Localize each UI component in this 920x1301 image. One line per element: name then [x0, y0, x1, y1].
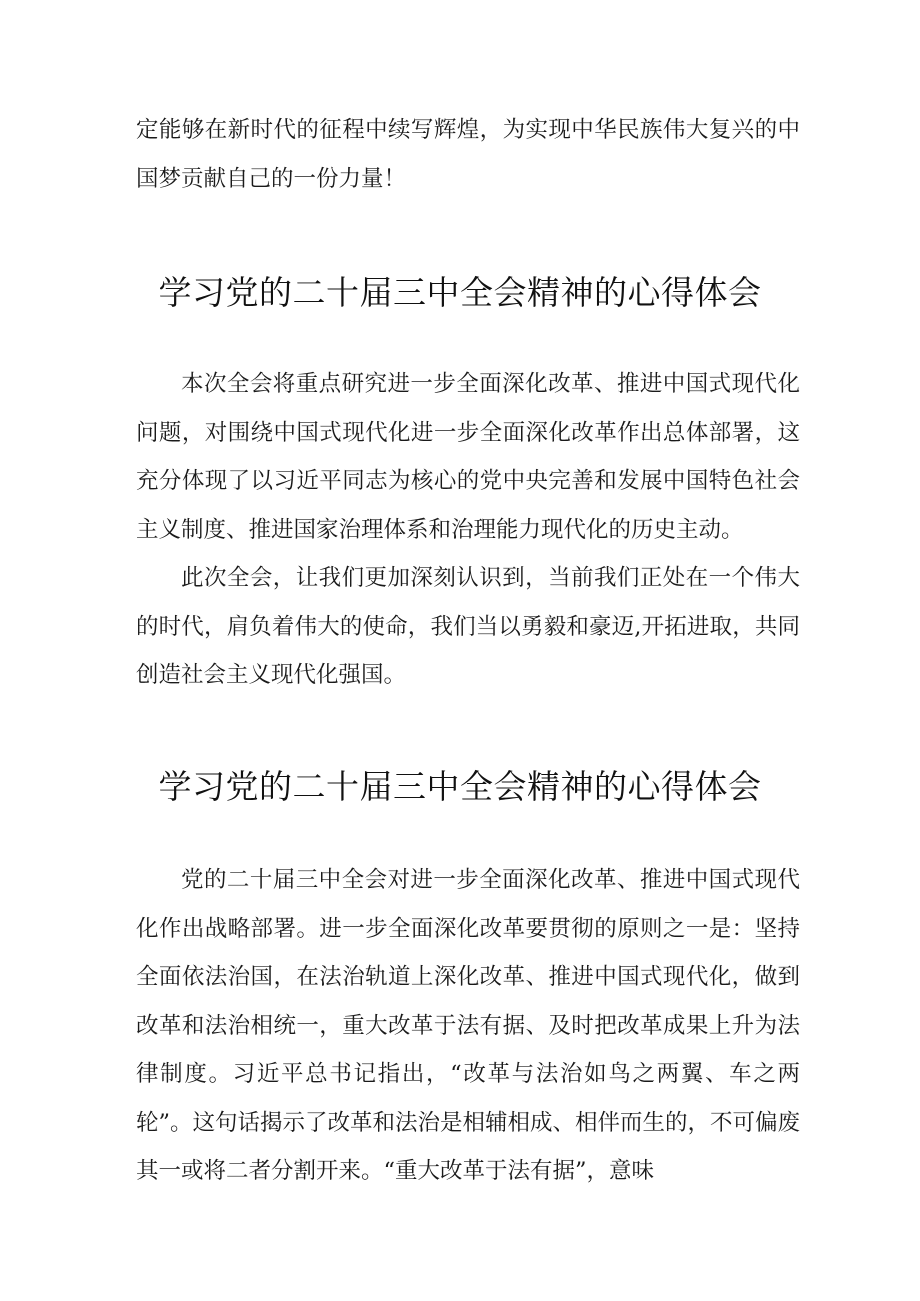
section-1-paragraph-1: 本次全会将重点研究进一步全面深化改革、推进中国式现代化问题，对围绕中国式现代化进一步全面深化改革作出总体部署，这充分体现了以习近平同志为核心的党中央完善和发展中国特色社会主义制度、推进国家治理体系和治理能力现代化的历史主动。 — [136, 371, 800, 543]
section-1-paragraph-2: 此次全会，让我们更加深刻认识到，当前我们正处在一个伟大的时代，肩负着伟大的使命，我们当以勇毅和豪迈,开拓进取，共同创造社会主义现代化强国。 — [136, 565, 800, 688]
continuation-paragraph: 定能够在新时代的征程中续写辉煌，为实现中华民族伟大复兴的中国梦贡献自己的一份力量！ — [136, 117, 800, 192]
section-2-title: 学习党的二十届三中全会精神的心得体会 — [158, 767, 762, 806]
section-1-title: 学习党的二十届三中全会精神的心得体会 — [158, 273, 762, 312]
section-2-paragraph-1: 党的二十届三中全会对进一步全面深化改革、推进中国式现代化作出战略部署。进一步全面深化改革要贯彻的原则之一是：坚持全面依法治国，在法治轨道上深化改革、推进中国式现代化，做到改革和法治相统一，重大改革于法有据、及时把改革成果上升为法律制度。习近平总书记指出，“改革与法治如鸟之两翼、车之两轮”。这句话揭示了改革和法治是相辅相成、相伴而生的，不可偏废其一或将二者分割开来。“重大改革于法有据”，意味 — [136, 867, 801, 1184]
